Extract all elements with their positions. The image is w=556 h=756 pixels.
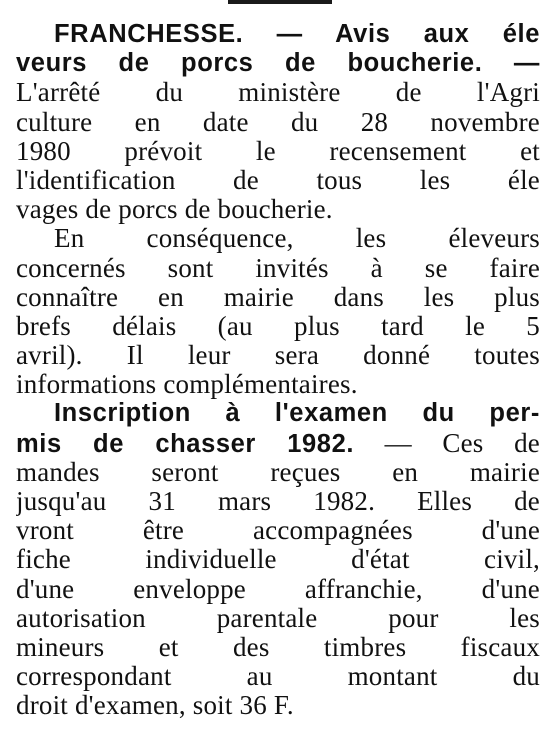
article-line: [16, 49, 540, 78]
article-line: connaître en mairie dans les plus: [16, 282, 540, 312]
body-text: — Ces de: [354, 428, 540, 458]
article-line: vages de porcs de boucherie.: [16, 195, 333, 225]
news-article: [16, 20, 540, 721]
article-line: mineurs et des timbres fiscaux: [16, 632, 540, 662]
top-rule: [228, 0, 332, 4]
article-line: droit d'examen, soit 36 F.: [16, 691, 294, 721]
article-line: culture en date du 28 novembre: [16, 107, 540, 137]
headline-text: FRANCHESSE. — Avis aux éle: [54, 20, 540, 48]
article-line: 1980 prévoit le recensement et: [16, 136, 540, 166]
article-line: [16, 20, 540, 49]
article-line: vront être accompagnées d'une: [16, 516, 540, 546]
article-line: L'arrêté du ministère de l'Agri: [16, 78, 540, 108]
article-line: informations complémentaires.: [16, 370, 358, 400]
paragraph-franchesse: [16, 20, 540, 224]
article-line: concernés sont invités à se faire: [16, 253, 540, 283]
article-line: mandes seront reçues en mairie: [16, 457, 540, 487]
article-line: [16, 429, 540, 458]
headline-text: mis de chasser 1982.: [16, 429, 355, 458]
headline-text: Inscription à l'examen du per-: [54, 399, 540, 428]
article-line: En conséquence, les éleveurs: [54, 224, 540, 254]
article-line: brefs délais (au plus tard le 5: [16, 311, 540, 341]
article-line: autorisation parentale pour les: [16, 603, 540, 633]
article-line: avril). Il leur sera donné toutes: [16, 341, 540, 371]
headline-text: veurs de porcs de boucherie. —: [16, 49, 540, 78]
article-line: d'une enveloppe affranchie, d'une: [16, 574, 540, 604]
article-line: correspondant au montant du: [16, 662, 540, 692]
article-line: [16, 399, 540, 428]
article-line: l'identification de tous les éle: [16, 165, 540, 195]
article-line: fiche individuelle d'état civil,: [16, 545, 540, 575]
paragraph-inscription: [16, 399, 540, 720]
paragraph-consequence: [16, 224, 540, 399]
article-line: jusqu'au 31 mars 1982. Elles de: [16, 487, 540, 516]
